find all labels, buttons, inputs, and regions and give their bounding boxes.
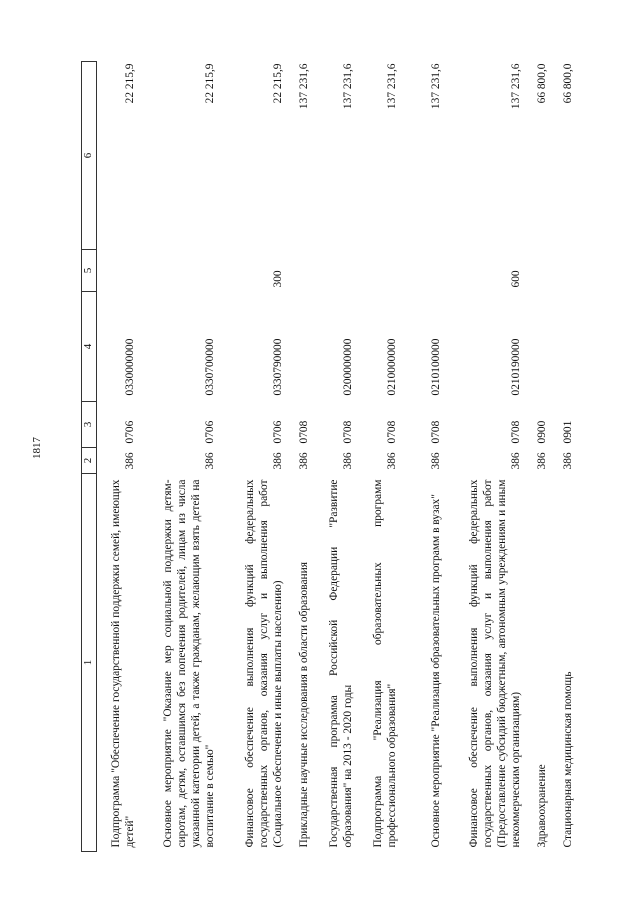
row-name: Здравоохранение (536, 764, 549, 848)
row-expense-type (359, 250, 403, 292)
row-expense-type (315, 250, 359, 292)
row-ministry-code: 386 (536, 452, 549, 470)
row-target-code (289, 292, 315, 402)
table-row (289, 62, 315, 852)
row-target-code (553, 292, 579, 402)
row-target-code: 0210190000 (510, 338, 523, 396)
row-name: Основное мероприятие "Реализация образовательных программ в вузах" (430, 494, 443, 848)
row-section-code: 0706 (272, 420, 285, 444)
row-ministry-code: 386 (204, 452, 217, 470)
table-row (359, 62, 403, 852)
header-col-1: 1 (82, 474, 97, 852)
header-col-5: 5 (82, 250, 97, 292)
row-expense-type (527, 250, 553, 292)
header-col-4: 4 (82, 292, 97, 402)
row-expense-type (553, 250, 579, 292)
row-expense-type (289, 250, 315, 292)
row-name: Государственная программа Российской Федерации "Развитие образования" на 2013 - 2020 годы (328, 479, 355, 848)
row-section-code: 0708 (298, 420, 311, 444)
budget-table (81, 61, 579, 852)
table-row (141, 62, 221, 852)
row-expense-type: 600 (510, 270, 523, 288)
row-ministry-code: 386 (562, 452, 575, 470)
row-amount: 137 231,6 (430, 63, 443, 110)
table-row (527, 62, 553, 852)
row-section-code: 0900 (536, 420, 549, 444)
row-amount: 22 215,9 (124, 63, 137, 104)
row-expense-type (141, 250, 221, 292)
row-name: Подпрограмма "Обеспечение государственной поддержки семей, имеющих детей" (110, 479, 137, 848)
table-header-row (82, 62, 97, 852)
row-ministry-code: 386 (298, 452, 311, 470)
row-ministry-code: 386 (124, 452, 137, 470)
row-name: Прикладные научные исследования в области образования (298, 562, 311, 848)
row-ministry-code: 386 (510, 452, 523, 470)
row-amount: 137 231,6 (386, 63, 399, 110)
table-row (221, 62, 289, 852)
table-row (403, 62, 447, 852)
row-target-code: 0330790000 (272, 338, 285, 396)
row-expense-type (97, 250, 141, 292)
row-amount: 22 215,9 (272, 63, 285, 104)
row-amount: 66 800,0 (536, 63, 549, 104)
row-section-code: 0706 (124, 420, 137, 444)
row-amount: 66 800,0 (562, 63, 575, 104)
row-ministry-code: 386 (272, 452, 285, 470)
row-expense-type: 300 (272, 270, 285, 288)
row-target-code: 0210100000 (430, 338, 443, 396)
row-section-code: 0708 (430, 420, 443, 444)
row-ministry-code: 386 (386, 452, 399, 470)
table-row (447, 62, 527, 852)
header-col-6: 6 (82, 62, 97, 250)
row-expense-type (403, 250, 447, 292)
row-amount: 137 231,6 (342, 63, 355, 110)
row-name: Стационарная медицинская помощь (562, 671, 575, 848)
row-target-code (527, 292, 553, 402)
row-amount: 22 215,9 (204, 63, 217, 104)
row-amount: 137 231,6 (298, 63, 311, 110)
table-row (97, 62, 141, 852)
row-section-code: 0708 (510, 420, 523, 444)
row-section-code: 0708 (386, 420, 399, 444)
row-name: Основное мероприятие "Оказание мер социальной поддержки детям-сиротам, детям, оставшимся без попечения родителей, лицам из числа указанной категории детей, а также гражданам, желающим взять детей на воспитание в семью" (161, 479, 217, 848)
row-name: Финансовое обеспечение выполнения функций федеральных государственных органов, оказания услуг и выполнения работ (Предоставление субсидий бюджетным, автономным учреждениям и иным некоммерческим организациям) (467, 479, 523, 848)
page-number: 1817 (31, 437, 43, 459)
row-target-code: 0210000000 (386, 338, 399, 396)
row-name: Финансовое обеспечение выполнения функций федеральных государственных органов, оказания услуг и выполнения работ (Социальное обеспечение и иные выплаты населению) (243, 479, 285, 848)
row-ministry-code: 386 (430, 452, 443, 470)
header-col-2: 2 (82, 448, 97, 474)
table-row (315, 62, 359, 852)
row-target-code: 0330700000 (204, 338, 217, 396)
row-section-code: 0708 (342, 420, 355, 444)
row-target-code: 0200000000 (342, 338, 355, 396)
row-amount: 137 231,6 (510, 63, 523, 110)
budget-table-sheet (81, 62, 575, 852)
row-section-code: 0901 (562, 420, 575, 444)
table-row (553, 62, 579, 852)
row-ministry-code: 386 (342, 452, 355, 470)
row-target-code: 0330000000 (124, 338, 137, 396)
row-section-code: 0706 (204, 420, 217, 444)
header-col-3: 3 (82, 402, 97, 448)
row-name: Подпрограмма "Реализация образовательных программ профессионального образования" (372, 479, 399, 848)
